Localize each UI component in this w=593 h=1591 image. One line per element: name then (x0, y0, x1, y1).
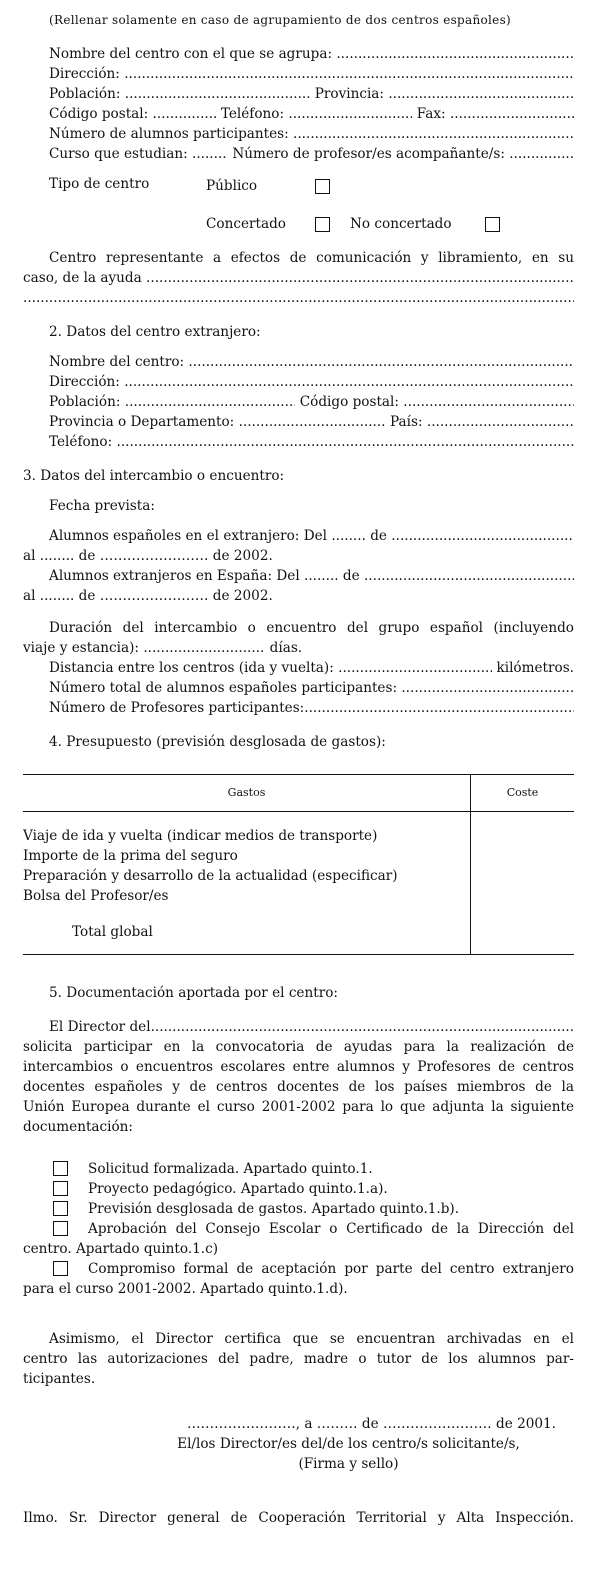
checkbox-aprobacion[interactable] (53, 1221, 68, 1236)
cert-line: centro las autorizaciones del padre, madre o tutor de los alumnos par- (23, 1351, 574, 1367)
label-group-postcode: Código postal: (49, 106, 149, 122)
field-group-town[interactable] (125, 84, 311, 104)
cert-line-last: ticipantes. (23, 1371, 96, 1387)
field-foreign-province[interactable] (239, 412, 386, 432)
label-group-course: Curso que estudian: (49, 146, 188, 162)
label-foreign-town: Población: (49, 394, 121, 410)
budget-row: Importe de la prima del seguro (23, 848, 238, 864)
distance-unit: kilómetros. (496, 660, 574, 676)
duration-label: viaje y estancia): (23, 640, 140, 656)
documents-checklist-2 (23, 1259, 574, 1279)
field-group-students[interactable] (293, 124, 574, 144)
label-foreign-in-spain: Alumnos extranjeros en España: Del ........ de (49, 568, 360, 584)
duration-line-1: Duración del intercambio o encuentro del grupo español (incluyendo (49, 620, 574, 636)
doc-item: Aprobación del Consejo Escolar o Certificado de la Dirección del (88, 1221, 574, 1237)
request-line: intercambios o encuentros escolares entre alumnos y Profesores de centros (23, 1059, 574, 1075)
budget-total: Total global (72, 924, 153, 940)
request-line-last: documentación: (23, 1119, 133, 1135)
label-public: Público (206, 178, 258, 194)
field-group-teachers[interactable] (509, 144, 574, 164)
doc-item: Previsión desglosada de gastos. Apartado quinto.1.b). (88, 1201, 460, 1217)
form-page (23, 10, 574, 1528)
field-group-course[interactable] (192, 144, 228, 164)
signature-date-line[interactable]: ……………………, a ……… de …………………… de 2001. (186, 1416, 556, 1432)
budget-row: Preparación y desarrollo de la actualidad (especificar) (23, 868, 398, 884)
field-group-fax[interactable] (450, 104, 574, 124)
signature-directors: El/los Director/es del/de los centro/s solicitante/s, (177, 1436, 520, 1452)
label-spanish-abroad: Alumnos españoles en el extranjero: Del ........ de (49, 528, 387, 544)
centre-type-row-2 (23, 212, 574, 236)
field-group-name[interactable] (336, 44, 574, 64)
foreign-centre-block (23, 352, 574, 452)
budget-row: Bolsa del Profesor/es (23, 888, 169, 904)
field-group-address[interactable] (124, 64, 574, 84)
budget-row: Viaje de ida y vuelta (indicar medios de transporte) (23, 828, 378, 844)
label-foreign-country: País: (390, 414, 423, 430)
label-group-name: Nombre del centro con el que se agrupa: (49, 46, 333, 62)
label-centre-type: Tipo de centro (49, 176, 150, 192)
field-foreign-town[interactable] (125, 392, 296, 412)
field-group-phone[interactable] (288, 104, 412, 124)
label-group-address: Dirección: (49, 66, 120, 82)
doc-item-continued: centro. Apartado quinto.1.c) (23, 1241, 219, 1257)
checkbox-solicitud[interactable] (53, 1161, 68, 1176)
dates-block (23, 526, 574, 606)
field-group-province[interactable] (388, 84, 574, 104)
label-distance: Distancia entre los centros (ida y vuelta): (49, 660, 334, 676)
field-representative[interactable] (146, 268, 574, 288)
checkbox-prevision[interactable] (53, 1201, 68, 1216)
section-2-title: 2. Datos del centro extranjero: (49, 324, 261, 340)
checkbox-concertado[interactable] (315, 217, 330, 232)
representative-centre (23, 248, 574, 308)
label-group-fax: Fax: (416, 106, 446, 122)
label-director-of: El Director del (49, 1019, 151, 1035)
representative-line-1: Centro representante a efectos de comunicación y libramiento, en su (49, 250, 574, 266)
field-director-centre[interactable] (151, 1017, 574, 1037)
request-line: docentes españoles y de centros docentes de los países miembros de la (23, 1079, 574, 1095)
request-line: solicita participar en la convocatoria de ayudas para la realización de (23, 1039, 574, 1055)
label-foreign-address: Dirección: (49, 374, 120, 390)
field-foreign-address[interactable] (124, 372, 574, 392)
label-concertado: Concertado (206, 216, 286, 232)
header-note: (Rellenar solamente en caso de agrupamiento de dos centros españoles) (49, 13, 512, 27)
field-representative-continued[interactable] (23, 288, 574, 308)
budget-items (23, 812, 471, 955)
section-3-title: 3. Datos del intercambio o encuentro: (23, 468, 285, 484)
field-group-postcode[interactable] (153, 104, 217, 124)
doc-item: Compromiso formal de aceptación por parte del centro extranjero (88, 1261, 574, 1277)
field-spanish-abroad-month[interactable] (391, 526, 574, 546)
label-total-spanish-students: Número total de alumnos españoles participantes: (49, 680, 398, 696)
certification (23, 1329, 574, 1389)
checkbox-public[interactable] (315, 179, 330, 194)
signature-stamp: (Firma y sello) (298, 1456, 399, 1472)
cert-line: Asimismo, el Director certifica que se encuentran archivadas en el (49, 1331, 574, 1347)
section-4-title: 4. Presupuesto (previsión desglosada de gastos): (49, 734, 386, 750)
field-foreign-name[interactable] (188, 352, 574, 372)
header-coste: Coste (471, 775, 575, 812)
label-foreign-phone: Teléfono: (49, 434, 113, 450)
label-planned-date: Fecha prevista: (49, 498, 155, 514)
budget-cost-cell[interactable] (471, 812, 575, 955)
label-foreign-postcode: Código postal: (299, 394, 399, 410)
signature-block (23, 1414, 556, 1474)
duration-unit: días. (269, 640, 303, 656)
label-group-teachers: Número de profesor/es acompañante/s: (232, 146, 505, 162)
checkbox-compromiso[interactable] (53, 1261, 68, 1276)
label-foreign-province: Provincia o Departamento: (49, 414, 235, 430)
representative-line-2: caso, de la ayuda (23, 270, 142, 286)
label-no-concertado: No concertado (350, 216, 452, 232)
label-group-phone: Teléfono: (220, 106, 285, 122)
doc-item: Solicitud formalizada. Apartado quinto.1. (88, 1161, 373, 1177)
spanish-abroad-end: al ........ de …………………… de 2002. (23, 548, 273, 564)
label-foreign-name: Nombre del centro: (49, 354, 185, 370)
foreign-in-spain-end: al ........ de …………………… de 2002. (23, 588, 273, 604)
doc-item-continued: para el curso 2001-2002. Apartado quinto.1.d). (23, 1281, 348, 1297)
request-line: Unión Europea durante el curso 2001-2002 para lo que adjunta la siguiente (23, 1099, 574, 1115)
label-group-town: Población: (49, 86, 121, 102)
field-total-spanish-students[interactable] (401, 678, 574, 698)
field-distance[interactable] (338, 658, 492, 678)
header-gastos: Gastos (23, 775, 471, 812)
budget-table (23, 774, 574, 955)
field-foreign-phone[interactable] (117, 432, 574, 452)
field-duration-days[interactable] (143, 638, 265, 658)
centre-type-row (23, 174, 574, 202)
group-centre-block (23, 44, 574, 164)
field-foreign-in-spain-month[interactable] (364, 566, 574, 586)
director-request (23, 1017, 574, 1137)
checkbox-proyecto[interactable] (53, 1181, 68, 1196)
checkbox-no-concertado[interactable] (485, 217, 500, 232)
doc-item: Proyecto pedagógico. Apartado quinto.1.a). (88, 1181, 388, 1197)
label-number-teachers: Número de Profesores participantes: (49, 700, 305, 716)
duration-block (23, 618, 574, 718)
field-number-teachers[interactable] (304, 698, 574, 718)
label-group-province: Provincia: (314, 86, 384, 102)
label-group-students: Número de alumnos participantes: (49, 126, 289, 142)
field-foreign-postcode[interactable] (403, 392, 574, 412)
section-5-title: 5. Documentación aportada por el centro: (49, 985, 338, 1001)
field-foreign-country[interactable] (427, 412, 574, 432)
addressee: Ilmo. Sr. Director general de Cooperación Territorial y Alta Inspección. (23, 1510, 574, 1526)
documents-checklist (23, 1159, 574, 1239)
